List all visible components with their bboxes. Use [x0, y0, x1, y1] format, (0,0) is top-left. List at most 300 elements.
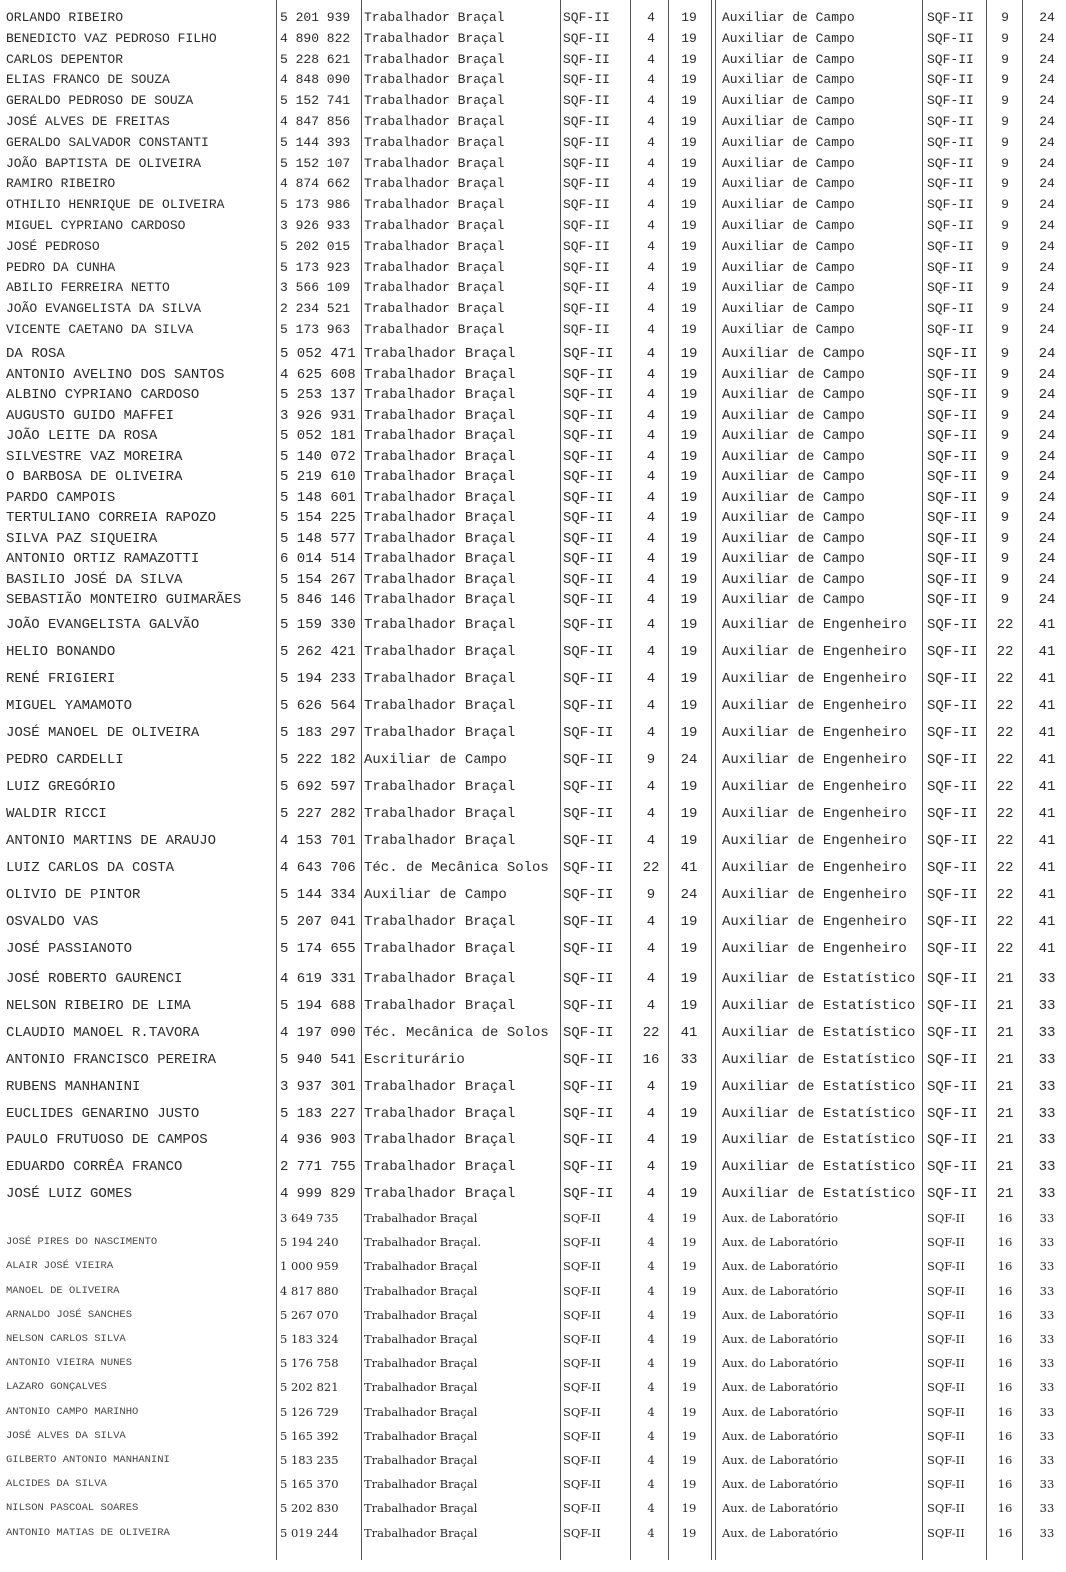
cell-name: MANOEL DE OLIVEIRA — [6, 1284, 120, 1297]
cell-n1: 4 — [646, 1159, 656, 1176]
cell-novo: Aux. do Laboratório — [722, 1356, 839, 1371]
cell-ref1: SQF-II — [563, 218, 610, 233]
cell-n2: 19 — [680, 448, 698, 465]
cell-n4: 33 — [1039, 1477, 1055, 1492]
cell-cargo: Trabalhador Braçal — [364, 197, 505, 213]
cell-ref2: SQF-II — [927, 860, 978, 876]
cell-n4: 33 — [1038, 1159, 1056, 1176]
cell-cargo: Trabalhador Braçal — [364, 238, 505, 254]
cell-cargo: Trabalhador Braçal — [364, 218, 505, 233]
cell-registro: 5 052 471 — [280, 346, 356, 362]
table-row — [0, 237, 1066, 257]
cell-novo: Auxiliar de Campo — [722, 51, 855, 67]
table-row — [0, 70, 1066, 90]
cell-n4: 24 — [1039, 259, 1055, 275]
cell-n2: 19 — [681, 1453, 697, 1467]
cell-ref2: SQF-II — [927, 114, 974, 129]
table-row — [0, 1127, 1066, 1153]
cell-ref1: SQF-II — [563, 941, 614, 957]
cell-n3: 21 — [996, 1051, 1014, 1068]
cell-ref2: SQF-II — [927, 725, 978, 741]
cell-n4: 24 — [1038, 551, 1056, 567]
cell-registro: 5 144 334 — [280, 887, 356, 903]
cell-n4: 24 — [1039, 155, 1055, 171]
cell-cargo: Trabalhador Braçal — [364, 448, 516, 465]
cell-ref2: SQF-II — [927, 301, 974, 317]
cell-n2: 24 — [680, 887, 698, 903]
table-row — [0, 639, 1066, 665]
cell-ref2: SQF-II — [927, 134, 974, 150]
cell-n3: 9 — [1000, 387, 1010, 403]
cell-cargo: Trabalhador Braçal — [364, 428, 516, 444]
cell-ref1: SQF-II — [563, 1105, 614, 1122]
cell-cargo: Trabalhador Braçal — [364, 489, 516, 506]
cell-cargo: Trabalhador Braçal — [364, 644, 516, 660]
cell-registro: 4 847 856 — [280, 114, 351, 129]
cell-n2: 19 — [681, 1428, 697, 1443]
cell-registro: 5 019 244 — [280, 1525, 339, 1540]
cell-novo: Auxiliar de Campo — [722, 10, 855, 25]
table-row — [0, 50, 1066, 70]
cell-registro: 5 262 421 — [280, 644, 356, 660]
cell-n2: 19 — [680, 1186, 698, 1203]
cell-n1: 9 — [646, 887, 656, 903]
cell-ref1: SQF-II — [563, 155, 610, 171]
cell-n4: 33 — [1039, 1428, 1055, 1443]
cell-name: MIGUEL YAMAMOTO — [6, 698, 133, 714]
cell-n1: 4 — [646, 346, 656, 362]
cell-novo: Aux. de Laboratório — [722, 1428, 839, 1443]
cell-n2: 19 — [680, 1132, 698, 1149]
table-row — [0, 258, 1066, 278]
cell-registro: 5 222 182 — [280, 752, 356, 768]
cell-ref1: SQF-II — [563, 489, 614, 506]
cell-ref2: SQF-II — [927, 1404, 965, 1419]
cell-ref2: SQF-II — [927, 941, 978, 957]
cell-n4: 33 — [1039, 1332, 1055, 1346]
cell-n3: 22 — [996, 860, 1014, 876]
cell-n4: 24 — [1039, 93, 1055, 109]
table-row — [0, 8, 1066, 28]
cell-n1: 4 — [646, 1186, 656, 1203]
cell-n4: 24 — [1038, 428, 1056, 444]
cell-novo: Auxiliar de Engenheiro — [722, 887, 907, 903]
cell-n3: 9 — [1001, 155, 1009, 171]
cell-ref1: SQF-II — [563, 833, 614, 849]
cell-novo: Auxiliar de Campo — [722, 571, 865, 588]
cell-registro: 5 159 330 — [280, 617, 356, 633]
cell-ref1: SQF-II — [563, 407, 614, 424]
cell-n4: 41 — [1038, 806, 1056, 822]
cell-ref2: SQF-II — [927, 571, 978, 588]
cell-n3: 9 — [1000, 366, 1010, 383]
cell-n4: 24 — [1039, 30, 1055, 46]
cell-ref1: SQF-II — [563, 1159, 614, 1176]
cell-registro: 5 194 240 — [280, 1235, 339, 1250]
cell-cargo: Trabalhador Braçal — [364, 806, 516, 822]
cell-novo: Auxiliar de Campo — [722, 448, 865, 465]
cell-n1: 4 — [646, 469, 656, 485]
cell-ref1: SQF-II — [563, 51, 610, 67]
cell-n4: 33 — [1039, 1525, 1055, 1540]
cell-n1: 4 — [646, 510, 656, 526]
cell-ref1: SQF-II — [563, 617, 614, 633]
cell-n1: 4 — [647, 10, 655, 25]
cell-ref1: SQF-II — [563, 1428, 601, 1443]
cell-ref2: SQF-II — [927, 1132, 978, 1149]
cell-n4: 24 — [1038, 407, 1056, 424]
cell-ref1: SQF-II — [563, 10, 610, 25]
cell-name: LUIZ GREGÓRIO — [6, 779, 116, 795]
cell-registro: 3 926 931 — [280, 407, 356, 424]
cell-ref1: SQF-II — [563, 1051, 614, 1068]
cell-name: JOSÉ PIRES DO NASCIMENTO — [6, 1236, 158, 1249]
cell-n4: 24 — [1038, 592, 1056, 608]
cell-ref2: SQF-II — [927, 1283, 965, 1298]
cell-novo: Aux. de Laboratório — [722, 1525, 839, 1540]
cell-n3: 22 — [996, 617, 1014, 633]
cell-n1: 4 — [646, 1132, 656, 1149]
cell-name: WALDIR RICCI — [6, 806, 107, 822]
cell-n1: 4 — [646, 489, 656, 506]
cell-n4: 33 — [1038, 1024, 1056, 1041]
table-row — [0, 549, 1066, 569]
cell-novo: Aux. de Laboratório — [722, 1453, 839, 1467]
cell-n3: 22 — [996, 941, 1014, 957]
cell-n4: 24 — [1039, 176, 1055, 192]
cell-n1: 4 — [646, 833, 656, 849]
cell-cargo: Trabalhador Braçal — [364, 725, 516, 741]
cell-registro: 5 148 577 — [280, 530, 356, 547]
cell-n4: 33 — [1038, 1105, 1056, 1122]
cell-registro: 3 649 735 — [280, 1211, 339, 1225]
table-row — [0, 529, 1066, 549]
cell-n3: 16 — [997, 1307, 1013, 1322]
cell-n2: 19 — [681, 134, 697, 150]
cell-registro: 5 165 392 — [280, 1428, 339, 1443]
cell-n1: 4 — [647, 51, 655, 67]
cell-registro: 5 126 729 — [280, 1404, 339, 1419]
cell-n4: 41 — [1038, 617, 1056, 633]
cell-n1: 4 — [646, 551, 656, 567]
cell-registro: 4 643 706 — [280, 860, 356, 876]
cell-ref2: SQF-II — [927, 1051, 978, 1068]
table-row — [0, 174, 1066, 194]
cell-ref2: SQF-II — [927, 387, 978, 403]
cell-novo: Auxiliar de Engenheiro — [722, 698, 907, 714]
cell-n4: 33 — [1038, 1186, 1056, 1203]
cell-novo: Aux. de Laboratório — [722, 1259, 839, 1274]
cell-ref2: SQF-II — [927, 1477, 965, 1492]
cell-n2: 19 — [680, 592, 698, 608]
cell-n3: 9 — [1001, 280, 1009, 296]
cell-n1: 4 — [647, 1380, 655, 1395]
cell-cargo: Trabalhador Braçal — [364, 1404, 478, 1419]
cell-n3: 16 — [997, 1211, 1013, 1225]
cell-n3: 16 — [997, 1453, 1013, 1467]
cell-name: JOSÉ PASSIANOTO — [6, 941, 133, 957]
cell-n1: 4 — [647, 1501, 655, 1516]
cell-n4: 33 — [1039, 1235, 1055, 1250]
cell-n4: 24 — [1039, 114, 1055, 129]
table-row — [0, 993, 1066, 1019]
cell-n4: 24 — [1038, 448, 1056, 465]
table-row — [0, 1074, 1066, 1100]
cell-name: GERALDO SALVADOR CONSTANTI — [6, 134, 209, 150]
cell-cargo: Trabalhador Braçal — [364, 1186, 516, 1203]
table-row — [0, 828, 1066, 854]
cell-cargo: Trabalhador Braçal — [364, 155, 505, 171]
cell-cargo: Trabalhador Braçal — [364, 941, 516, 957]
cell-n1: 4 — [647, 176, 655, 192]
cell-n4: 24 — [1039, 238, 1055, 254]
cell-ref1: SQF-II — [563, 469, 614, 485]
cell-ref1: SQF-II — [563, 134, 610, 150]
cell-n1: 4 — [646, 1105, 656, 1122]
cell-name: ANTONIO ORTIZ RAMAZOTTI — [6, 551, 200, 567]
cell-ref2: SQF-II — [927, 997, 978, 1014]
cell-n2: 19 — [681, 1307, 697, 1322]
cell-n3: 16 — [997, 1525, 1013, 1540]
cell-ref2: SQF-II — [927, 176, 974, 192]
table-row — [0, 1279, 1066, 1303]
cell-n2: 19 — [680, 779, 698, 795]
cell-registro: 4 999 829 — [280, 1186, 356, 1203]
cell-registro: 4 848 090 — [280, 72, 351, 88]
table-row — [0, 1020, 1066, 1046]
cell-ref2: SQF-II — [927, 1159, 978, 1176]
cell-n3: 22 — [996, 698, 1014, 714]
cell-novo: Aux. de Laboratório — [722, 1283, 839, 1298]
cell-n3: 22 — [996, 779, 1014, 795]
table-row — [0, 112, 1066, 132]
cell-n4: 41 — [1038, 914, 1056, 930]
cell-n2: 19 — [681, 1283, 697, 1298]
cell-registro: 5 176 758 — [280, 1356, 339, 1371]
cell-name: GERALDO PEDROSO DE SOUZA — [6, 93, 194, 109]
cell-n2: 19 — [680, 1159, 698, 1176]
cell-cargo: Trabalhador Braçal — [364, 1078, 516, 1095]
cell-novo: Auxiliar de Engenheiro — [722, 644, 907, 660]
cell-ref1: SQF-II — [563, 752, 614, 768]
cell-ref1: SQF-II — [563, 387, 614, 403]
cell-n3: 9 — [1001, 93, 1009, 109]
cell-n4: 33 — [1039, 1501, 1055, 1516]
cell-n3: 16 — [997, 1477, 1013, 1492]
cell-n2: 19 — [680, 617, 698, 633]
cell-n2: 19 — [681, 1501, 697, 1516]
cell-registro: 5 227 282 — [280, 806, 356, 822]
cell-n3: 9 — [1000, 428, 1010, 444]
cell-ref2: SQF-II — [927, 72, 974, 88]
cell-n2: 19 — [680, 407, 698, 424]
cell-novo: Auxiliar de Campo — [722, 30, 855, 46]
cell-cargo: Trabalhador Braçal — [364, 30, 505, 46]
cell-name: JOÃO EVANGELISTA GALVÃO — [6, 617, 200, 633]
cell-registro: 5 201 939 — [280, 10, 351, 25]
cell-registro: 5 207 041 — [280, 914, 356, 930]
cell-novo: Auxiliar de Campo — [722, 280, 855, 296]
cell-ref2: SQF-II — [927, 644, 978, 660]
cell-ref2: SQF-II — [927, 469, 978, 485]
cell-name: CARLOS DEPENTOR — [6, 51, 124, 67]
cell-ref1: SQF-II — [563, 366, 614, 383]
cell-cargo: Escriturário — [364, 1051, 465, 1068]
cell-n3: 16 — [997, 1380, 1013, 1395]
cell-n1: 4 — [647, 1332, 655, 1346]
table-row — [0, 467, 1066, 487]
cell-novo: Auxiliar de Campo — [722, 114, 855, 129]
cell-ref2: SQF-II — [927, 1024, 978, 1041]
cell-n1: 16 — [642, 1051, 660, 1068]
table-row — [0, 1230, 1066, 1254]
table-row — [0, 1047, 1066, 1073]
cell-ref2: SQF-II — [927, 51, 974, 67]
cell-n2: 19 — [681, 176, 697, 192]
cell-name: JOSÉ LUIZ GOMES — [6, 1186, 133, 1203]
cell-n3: 21 — [996, 997, 1014, 1014]
cell-n3: 9 — [1001, 176, 1009, 192]
cell-n1: 9 — [646, 752, 656, 768]
cell-n4: 33 — [1039, 1211, 1055, 1225]
cell-ref2: SQF-II — [927, 833, 978, 849]
cell-ref2: SQF-II — [927, 428, 978, 444]
cell-novo: Aux. de Laboratório — [722, 1501, 839, 1516]
cell-n3: 16 — [997, 1404, 1013, 1419]
cell-n2: 19 — [681, 30, 697, 46]
cell-registro: 5 202 830 — [280, 1501, 339, 1516]
cell-ref1: SQF-II — [563, 280, 610, 296]
cell-cargo: Trabalhador Braçal — [364, 833, 516, 849]
cell-n2: 19 — [681, 1404, 697, 1419]
cell-ref2: SQF-II — [927, 322, 974, 337]
cell-novo: Auxiliar de Engenheiro — [722, 617, 907, 633]
cell-name: PEDRO CARDELLI — [6, 752, 124, 768]
cell-n1: 4 — [647, 197, 655, 213]
table-row — [0, 590, 1066, 610]
cell-n1: 4 — [646, 914, 656, 930]
table-row — [0, 1101, 1066, 1127]
cell-novo: Aux. de Laboratório — [722, 1380, 839, 1395]
cell-ref2: SQF-II — [927, 1259, 965, 1274]
cell-ref1: SQF-II — [563, 551, 614, 567]
cell-n3: 9 — [1001, 72, 1009, 88]
cell-cargo: Trabalhador Braçal — [364, 176, 505, 192]
cell-cargo: Téc. Mecânica de Solos — [364, 1024, 549, 1041]
cell-ref1: SQF-II — [563, 114, 610, 129]
cell-n2: 19 — [680, 1078, 698, 1095]
cell-novo: Auxiliar de Estatístico — [722, 1186, 916, 1203]
cell-n1: 4 — [646, 779, 656, 795]
cell-cargo: Trabalhador Braçal — [364, 93, 505, 109]
cell-name: O BARBOSA DE OLIVEIRA — [6, 469, 183, 485]
cell-n1: 4 — [647, 1259, 655, 1274]
cell-cargo: Trabalhador Braçal — [364, 301, 505, 317]
cell-name: HELIO BONANDO — [6, 644, 116, 660]
cell-n2: 19 — [681, 1259, 697, 1274]
cell-registro: 4 890 822 — [280, 30, 351, 46]
cell-n3: 9 — [1000, 407, 1010, 424]
cell-cargo: Trabalhador Braçal — [364, 997, 516, 1014]
cell-n2: 41 — [680, 1024, 698, 1041]
cell-ref1: SQF-II — [563, 779, 614, 795]
cell-n1: 4 — [647, 1404, 655, 1419]
cell-n1: 4 — [647, 1525, 655, 1540]
cell-cargo: Trabalhador Braçal — [364, 1356, 478, 1371]
cell-novo: Aux. de Laboratório — [722, 1332, 839, 1346]
cell-n2: 19 — [680, 941, 698, 957]
cell-n2: 19 — [681, 218, 697, 233]
cell-n4: 33 — [1039, 1380, 1055, 1395]
cell-cargo: Trabalhador Braçal — [364, 1259, 478, 1274]
cell-cargo: Trabalhador Braçal — [364, 779, 516, 795]
cell-name: MIGUEL CYPRIANO CARDOSO — [6, 218, 186, 233]
cell-ref2: SQF-II — [927, 1453, 965, 1467]
cell-n2: 19 — [681, 51, 697, 67]
cell-ref2: SQF-II — [927, 1105, 978, 1122]
cell-cargo: Téc. de Mecânica Solos — [364, 860, 549, 876]
cell-n2: 19 — [681, 1380, 697, 1395]
cell-name: LUIZ CARLOS DA COSTA — [6, 860, 175, 876]
cell-n2: 19 — [681, 197, 697, 213]
cell-cargo: Trabalhador Braçal — [364, 571, 516, 588]
cell-name: JOÃO EVANGELISTA DA SILVA — [6, 301, 202, 317]
cell-n2: 19 — [680, 489, 698, 506]
cell-n1: 4 — [647, 93, 655, 109]
cell-registro: 5 846 146 — [280, 592, 356, 608]
cell-ref1: SQF-II — [563, 448, 614, 465]
cell-novo: Auxiliar de Engenheiro — [722, 941, 907, 957]
cell-n4: 41 — [1038, 887, 1056, 903]
cell-name: ARNALDO JOSÉ SANCHES — [6, 1308, 133, 1321]
cell-n3: 21 — [996, 1159, 1014, 1176]
cell-n4: 24 — [1038, 469, 1056, 485]
cell-name: ANTONIO FRANCISCO PEREIRA — [6, 1051, 217, 1068]
cell-n2: 19 — [680, 469, 698, 485]
cell-ref1: SQF-II — [563, 1453, 601, 1467]
cell-n2: 19 — [680, 346, 698, 362]
cell-ref1: SQF-II — [563, 1332, 601, 1346]
cell-registro: 5 202 821 — [280, 1380, 339, 1395]
cell-n3: 22 — [996, 914, 1014, 930]
table-row — [0, 1181, 1066, 1207]
cell-n3: 22 — [996, 671, 1014, 687]
cell-n1: 4 — [646, 407, 656, 424]
cell-n3: 9 — [1001, 322, 1009, 337]
cell-registro: 4 874 662 — [280, 176, 351, 192]
cell-name: ALCIDES DA SILVA — [6, 1478, 107, 1491]
cell-name: OSVALDO VAS — [6, 914, 99, 930]
cell-n3: 9 — [1000, 510, 1010, 526]
cell-n2: 19 — [680, 510, 698, 526]
cell-ref2: SQF-II — [927, 155, 974, 171]
cell-n1: 4 — [646, 997, 656, 1014]
cell-ref1: SQF-II — [563, 1307, 601, 1322]
table-row — [0, 1375, 1066, 1399]
cell-n2: 19 — [681, 1235, 697, 1250]
cell-ref2: SQF-II — [927, 1356, 965, 1371]
cell-name: RUBENS MANHANINI — [6, 1078, 141, 1095]
cell-name: GILBERTO ANTONIO MANHANINI — [6, 1454, 170, 1466]
cell-ref2: SQF-II — [927, 510, 978, 526]
cell-n4: 24 — [1039, 134, 1055, 150]
cell-ref2: SQF-II — [927, 806, 978, 822]
cell-ref1: SQF-II — [563, 259, 610, 275]
table-row — [0, 365, 1066, 385]
cell-registro: 5 202 015 — [280, 238, 351, 254]
cell-n4: 33 — [1038, 971, 1056, 987]
cell-n2: 19 — [680, 530, 698, 547]
